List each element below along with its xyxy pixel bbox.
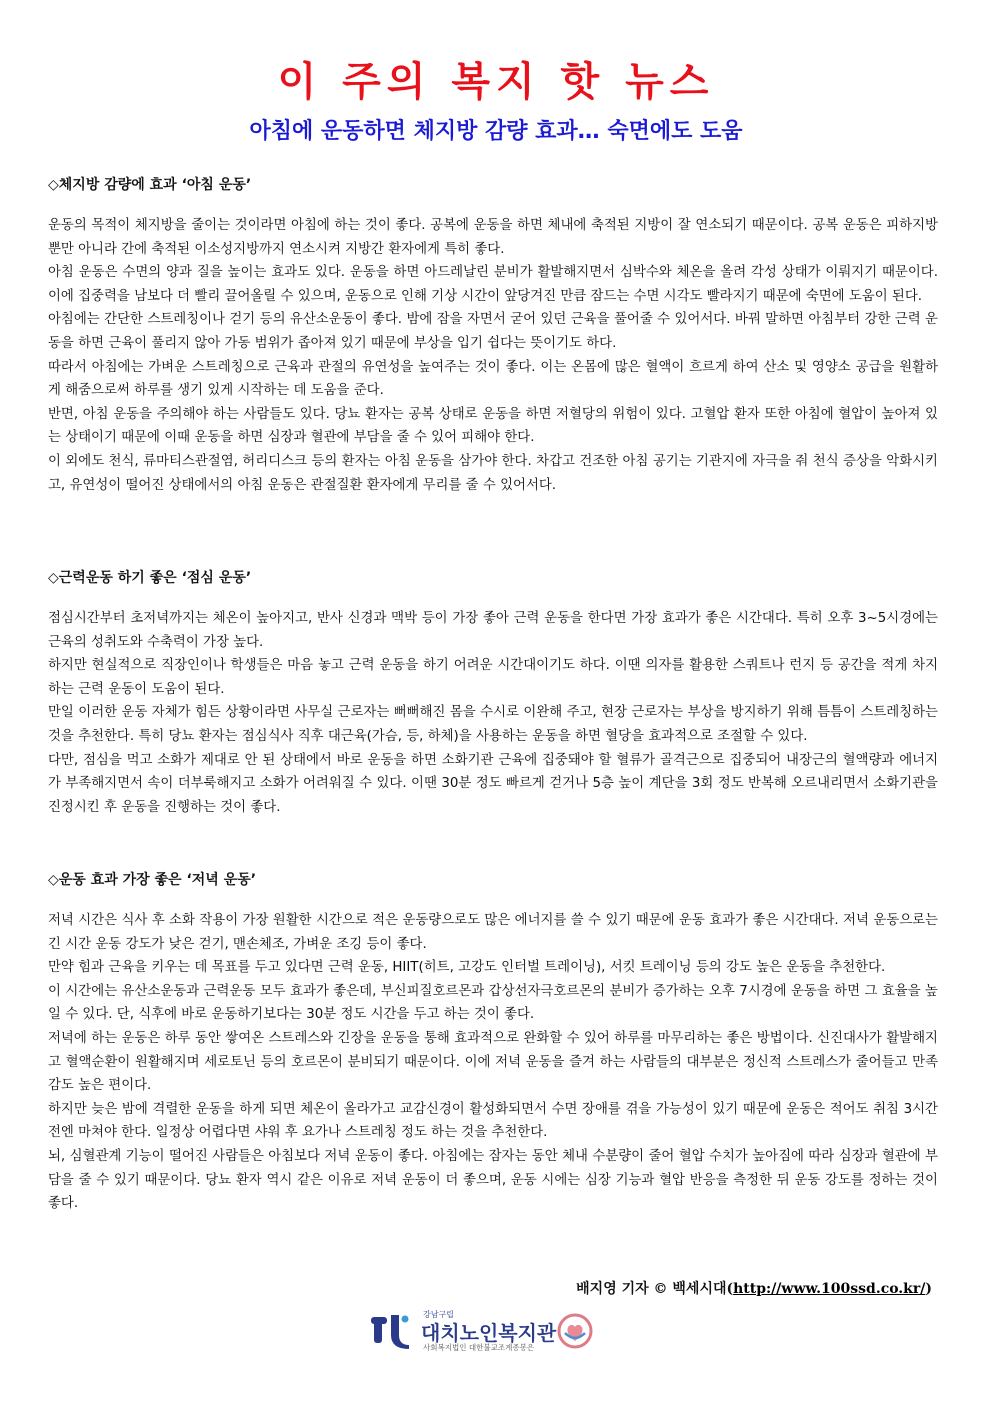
- section-heading: ◇운동 효과 가장 좋은 ‘저녁 운동’: [48, 872, 257, 888]
- paragraph: 이 시간에는 유산소운동과 근력운동 모두 효과가 좋은데, 부신피질호르몬과 갑상선자극호르몬의 분비가 증가하는 오후 7시경에 운동을 하면 그 효율을 높일 수 있다. 단, 식후에 바로 운동하기보다는 30분 정도 시간을 두고 하는 것이 좋다.: [48, 983, 938, 1023]
- paragraph: 하지만 늦은 밤에 격렬한 운동을 하게 되면 체온이 올라가고 교감신경이 활성화되면서 수면 장애를 겪을 가능성이 있기 때문에 운동은 적어도 취침 3시간 전엔 마쳐야 한다. 일정상 어렵다면 샤워 후 요가나 스트레칭 정도 하는 것을 추천한다.: [48, 1101, 938, 1141]
- logo-district: 강남구립: [423, 1310, 454, 1319]
- heart-emblem-icon: [557, 1313, 593, 1349]
- paragraph: 만약 힘과 근육을 키우는 데 목표를 두고 있다면 근력 운동, HIIT(히트, 고강도 인터벌 트레이닝), 서킷 트레이닝 등의 강도 높은 운동을 추천한다.: [48, 960, 886, 976]
- paragraph: 운동의 목적이 체지방을 줄이는 것이라면 아침에 하는 것이 좋다. 공복에 운동을 하면 체내에 축적된 지방이 잘 연소되기 때문이다. 공복 운동은 피하지방뿐만 아니라 간에 축적된 이소성지방까지 연소시켜 지방간 환자에게 특히 좋다.: [48, 218, 938, 257]
- logo-name: 대치노인복지관: [421, 1321, 557, 1345]
- paragraph: 다만, 점심을 먹고 소화가 제대로 안 된 상태에서 바로 운동을 하면 소화기관 근육에 집중돼야 할 혈류가 골격근으로 집중되어 내장근의 혈액량과 에너지가 부족해지면서 속이 더부룩해지고 소화가 어려워질 수 있다. 이땐 30분 정도 빠르게 걷거나 5층 높이 계단을 3회 정도 반복해 오르내리면서 소화기관을 진정시킨 후 운동을 진행하는 것이 좋다.: [48, 752, 938, 815]
- paragraph: 만일 이러한 운동 자체가 힘든 상황이라면 사무실 근로자는 뻐뻐해진 몸을 수시로 이완해 주고, 현장 근로자는 부상을 방지하기 위해 틈틈이 스트레칭하는 것을 추천한다. 특히 당뇨 환자는 점심식사 직후 대근육(가슴, 등, 하체)을 사용하는 운동을 하면 혈당을 효과적으로 조절할 수 있다.: [48, 705, 938, 744]
- byline-author: 배지영 기자 © 백세시대(: [576, 1281, 734, 1297]
- logo-mark-icon: [371, 1311, 411, 1349]
- section-body: [48, 198, 938, 497]
- section-body: [48, 893, 938, 1216]
- section-body: [48, 591, 938, 819]
- paragraph: 아침에는 간단한 스트레칭이나 걷기 등의 유산소운동이 좋다. 밤에 잠을 자면서 굳어 있던 근육을 풀어줄 수 있어서다. 바꿔 말하면 아침부터 강한 근력 운동을 하면 근육이 풀리지 않아 가동 범위가 좁아져 있기 때문에 부상을 입기 쉽다는 뜻이기도 하다.: [48, 312, 938, 351]
- paragraph: 하지만 현실적으로 직장인이나 학생들은 마음 놓고 근력 운동을 하기 어려운 시간대이기도 하다. 이땐 의자를 활용한 스쿼트나 런지 등 공간을 적게 차지하는 근력 운동이 도움이 된다.: [48, 658, 938, 697]
- paragraph: 점심시간부터 초저녁까지는 체온이 높아지고, 반사 신경과 맥박 등이 가장 좋아 근력 운동을 한다면 가장 효과가 좋은 시간대다. 특히 오후 3~5시경에는 근육의 성취도와 수축력이 가장 높다.: [48, 611, 938, 650]
- paragraph: 저녁에 하는 운동은 하루 동안 쌓여온 스트레스와 긴장을 운동을 통해 효과적으로 완화할 수 있어 하루를 마무리하는 좋은 방법이다. 신진대사가 활발해지고 혈액순환이 원활해지며 세로토닌 등의 호르몬이 분비되기 때문이다. 이에 저녁 운동을 즐겨 하는 사람들의 대부분은 정신적 스트레스가 줄어들고 만족감도 높은 편이다.: [48, 1030, 938, 1094]
- paragraph: 이 외에도 천식, 류마티스관절염, 허리디스크 등의 환자는 아침 운동을 삼가야 한다. 차갑고 건조한 아침 공기는 기관지에 자극을 줘 천식 증상을 악화시키고, 유연성이 떨어진 상태에서의 아침 운동은 관절질환 환자에게 무리를 줄 수 있어서다.: [48, 453, 938, 493]
- page-subtitle: 아침에 운동하면 체지방 감량 효과… 숙면에도 도움: [249, 119, 743, 144]
- paragraph: 아침 운동은 수면의 양과 질을 높이는 효과도 있다. 운동을 하면 아드레날린 분비가 활발해지면서 심박수와 체온을 올려 각성 상태가 이뤄지기 때문이다. 이에 집중력을 남보다 더 빨리 끌어올릴 수 있으며, 운동으로 인해 기상 시간이 앞당겨진 만큼 잠드는 수면 시각도 빨라지기 때문에 숙면에 도움이 된다.: [48, 265, 938, 304]
- paragraph: 따라서 아침에는 가벼운 스트레칭으로 근육과 관절의 유연성을 높여주는 것이 좋다. 이는 온몸에 많은 혈액이 흐르게 하여 산소 및 영양소 공급을 원활하게 해줌으로써 하루를 생기 있게 시작하는 데 도움을 준다.: [48, 359, 938, 399]
- section-heading: ◇근력운동 하기 좋은 ‘점심 운동’: [48, 570, 252, 586]
- organization-logo: [371, 1307, 611, 1353]
- byline: [576, 1278, 932, 1298]
- paragraph: 뇌, 심혈관계 기능이 떨어진 사람들은 아침보다 저녁 운동이 좋다. 아침에는 잠자는 동안 체내 수분량이 줄어 혈압 수치가 높아짐에 따라 심장과 혈관에 부담을 줄 수 있기 때문이다. 당뇨 환자 역시 같은 이유로 저녁 운동이 더 좋으며, 운동 시에는 심장 기능과 혈압 반응을 측정한 뒤 운동 강도를 정하는 것이 좋다.: [48, 1148, 938, 1212]
- section-lunch: [48, 567, 938, 819]
- paragraph: 저녁 시간은 식사 후 소화 작용이 가장 원활한 시간으로 적은 운동량으로도 많은 에너지를 쓸 수 있기 때문에 운동 효과가 좋은 시간대다. 저녁 운동으로는 긴 시간 운동 강도가 낮은 걷기, 맨손체조, 가벼운 조깅 등이 좋다.: [48, 913, 938, 952]
- section-evening: [48, 869, 938, 1216]
- source-link[interactable]: http://www.100ssd.co.kr/: [733, 1281, 926, 1297]
- byline-close: ): [925, 1281, 932, 1297]
- page-title: 이 주의 복지 핫 뉴스: [277, 59, 715, 105]
- section-morning: [48, 174, 938, 497]
- logo-org: 사회복지법인 대한불교조계종봉은: [423, 1343, 535, 1352]
- section-heading: ◇체지방 감량에 효과 ‘아침 운동’: [48, 177, 252, 193]
- paragraph: 반면, 아침 운동을 주의해야 하는 사람들도 있다. 당뇨 환자는 공복 상태로 운동을 하면 저혈당의 위험이 있다. 고혈압 환자 또한 아침에 혈압이 높아져 있는 상태이기 때문에 이때 운동을 하면 심장과 혈관에 부담을 줄 수 있어 피해야 한다.: [48, 406, 938, 446]
